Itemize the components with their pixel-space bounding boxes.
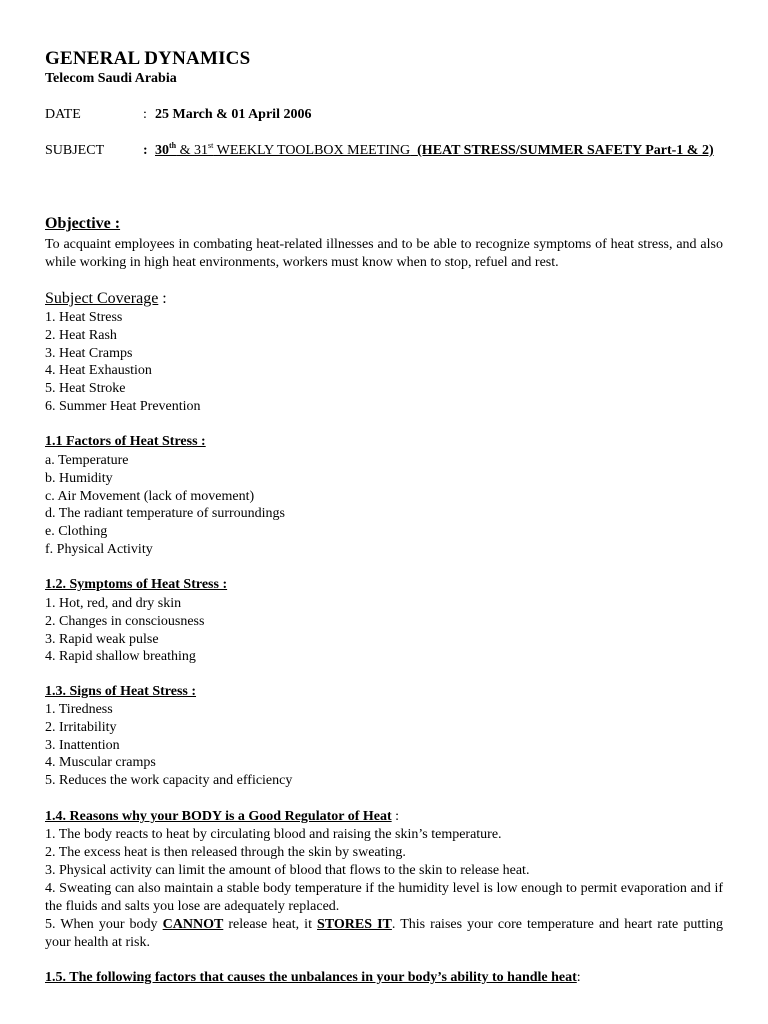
list-item: 5. Reduces the work capacity and efficiency bbox=[45, 773, 293, 789]
unbalance-suffix: : bbox=[576, 970, 581, 985]
list-item: 3. Heat Cramps bbox=[45, 345, 133, 361]
subject-num2: 31 bbox=[194, 143, 209, 158]
reason-5-text-e: . This raises your core temperature and heart rate putting your health at risk. bbox=[45, 917, 724, 950]
subject-text: WEEKLY TOOLBOX MEETING bbox=[213, 143, 411, 158]
list-item: 2. Heat Rash bbox=[45, 327, 117, 343]
subject-label: SUBJECT bbox=[45, 143, 105, 158]
signs-list bbox=[45, 701, 292, 790]
list-item: a. Temperature bbox=[45, 453, 129, 468]
date-label: DATE bbox=[45, 107, 81, 122]
unbalance-title: 1.5. The following factors that causes the unbalances in your body’s ability to handle heat bbox=[45, 970, 577, 985]
list-item: d. The radiant temperature of surroundings bbox=[45, 506, 286, 522]
subject-num1: 30 bbox=[155, 143, 169, 158]
reason-item-3: 3. Physical activity can limit the amount of blood that flows to the skin to release heat. bbox=[45, 863, 530, 878]
reason-5-text-c: release heat, it bbox=[223, 917, 318, 932]
subject-colon: : bbox=[143, 143, 148, 158]
factors-heading: 1.1 Factors of Heat Stress : bbox=[45, 434, 206, 449]
unbalance-heading bbox=[45, 969, 723, 987]
date-value: 25 March & 01 April 2006 bbox=[155, 107, 312, 122]
company-division: Telecom Saudi Arabia bbox=[45, 71, 177, 86]
reasons-title: 1.4. Reasons why your BODY is a Good Regulator of Heat bbox=[45, 809, 392, 824]
coverage-list bbox=[45, 309, 201, 416]
company-name: GENERAL DYNAMICS bbox=[45, 48, 251, 69]
reason-item-1: 1. The body reacts to heat by circulating blood and raising the skin’s temperature. bbox=[45, 827, 502, 842]
subject-value bbox=[155, 143, 714, 159]
objective-heading: Objective : bbox=[45, 215, 121, 232]
list-item: 5. Heat Stroke bbox=[45, 381, 126, 397]
reasons-suffix: : bbox=[391, 809, 400, 824]
list-item: 3. Rapid weak pulse bbox=[45, 631, 159, 647]
list-item: e. Clothing bbox=[45, 524, 108, 540]
list-item: 4. Rapid shallow breathing bbox=[45, 649, 196, 665]
reason-item-2: 2. The excess heat is then released through the skin by sweating. bbox=[45, 845, 406, 860]
symptoms-heading: 1.2. Symptoms of Heat Stress : bbox=[45, 577, 228, 592]
coverage-suffix: : bbox=[158, 290, 167, 307]
reasons-heading bbox=[45, 808, 723, 826]
coverage-title: Subject Coverage bbox=[45, 290, 159, 307]
list-item: f. Physical Activity bbox=[45, 541, 153, 557]
reason-item-4: 4. Sweating can also maintain a stable body temperature if the humidity level is low enough to permit evaporation and if the fluids and salts you lose are adequately replaced. bbox=[45, 881, 723, 914]
list-item: c. Air Movement (lack of movement) bbox=[45, 488, 255, 504]
reason-5-stores: STORES IT bbox=[317, 917, 392, 932]
subject-sup2: st bbox=[208, 141, 214, 150]
list-item: 2. Irritability bbox=[45, 719, 117, 735]
list-item: 4. Muscular cramps bbox=[45, 755, 156, 771]
subject-sup1: th bbox=[169, 141, 177, 150]
signs-heading: 1.3. Signs of Heat Stress : bbox=[45, 684, 197, 699]
reason-5-cannot: CANNOT bbox=[162, 917, 224, 932]
reason-5-text-a: 5. When your body bbox=[45, 917, 163, 932]
subject-amp: & bbox=[176, 143, 195, 158]
subject-topic: (HEAT STRESS/SUMMER SAFETY Part-1 & 2) bbox=[417, 143, 714, 158]
coverage-heading bbox=[45, 290, 167, 308]
list-item: 1. Heat Stress bbox=[45, 310, 123, 325]
list-item: 6. Summer Heat Prevention bbox=[45, 398, 201, 414]
list-item: 4. Heat Exhaustion bbox=[45, 363, 152, 379]
factors-list bbox=[45, 452, 285, 559]
list-item: 1. Hot, red, and dry skin bbox=[45, 596, 182, 611]
symptoms-list bbox=[45, 595, 204, 666]
reason-item-5 bbox=[45, 916, 723, 952]
list-item: 3. Inattention bbox=[45, 737, 120, 753]
list-item: 1. Tiredness bbox=[45, 702, 113, 717]
list-item: b. Humidity bbox=[45, 470, 113, 486]
date-colon: : bbox=[143, 107, 147, 122]
list-item: 2. Changes in consciousness bbox=[45, 613, 205, 629]
objective-text: To acquaint employees in combating heat-related illnesses and to be able to recognize symptoms of heat stress, and also while working in high heat environments, workers must know when to stop, refuel and rest. bbox=[45, 237, 723, 270]
